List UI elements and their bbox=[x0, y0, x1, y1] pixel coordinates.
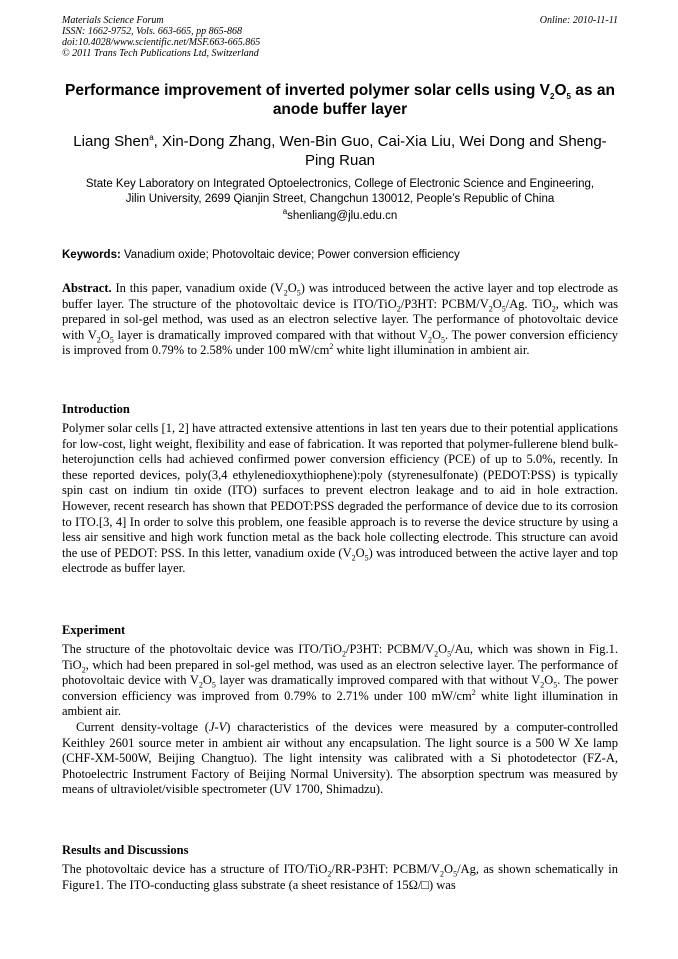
journal-header bbox=[62, 15, 618, 59]
experiment-text: Current density-voltage ( bbox=[76, 719, 209, 734]
results-text: The photovoltaic device has a structure of ITO/TiO bbox=[62, 862, 328, 876]
results-text: /Ag, as shown schematically in Figure1. The ITO-conducting glass substrate (a sheet resistance of 15Ω/□) was bbox=[62, 862, 618, 892]
affiliation bbox=[62, 177, 618, 206]
results-text: /RR-P3HT: PCBM/V bbox=[331, 862, 441, 876]
abstract-text: /Ag. TiO bbox=[505, 296, 552, 311]
experiment-text: The structure of the photovoltaic device was ITO/TiO bbox=[62, 642, 342, 656]
title-text: Performance improvement of inverted polymer solar cells using V bbox=[65, 82, 551, 99]
abstract-text: ) was introduced between the active layer and top electrode as buffer layer. The structure of the photovoltaic device is ITO/TiO bbox=[62, 281, 619, 311]
abstract bbox=[62, 281, 618, 359]
keywords-label: Keywords: bbox=[62, 249, 121, 261]
abstract-text: white light illumination in ambient air. bbox=[333, 343, 530, 358]
issn-line: ISSN: 1662-9752, Vols. 663-665, pp 865-868 bbox=[62, 26, 242, 37]
affiliation-line: State Key Laboratory on Integrated Optoelectronics, College of Electronic Science and Engineering, bbox=[85, 178, 595, 190]
author-rest: , Xin-Dong Zhang, Wen-Bin Guo, Cai-Xia Liu, Wei Dong and Sheng-Ping Ruan bbox=[153, 133, 607, 169]
online-date: Online: 2010-11-11 bbox=[539, 15, 618, 26]
experiment-body: The structure of the photovoltaic device was ITO/TiO$_2$/P3HT: PCBM/$V_2O_5/Au$, which was shown in Fig.1. TiO$_2$, which had been prepared in sol-gel method, was used as an electron selective layer. The performance of photovoltaic device with $V_2O_5$ layer was dramatically improved compared with that without $V_2O_5$. The power conversion efficiency was improved from 0.79% to 2.71% under 100 $mW/cm^2$ white light illumination in ambient air. Current density-voltage (J-V) characteristics of the devices were measured by a computer-controlled Keithley 2601 source meter in ambient air without any encapsulation. The light source is a 500 W Xe lamp (CHF-XM-500W, Beijing Changtuo). The light intensity was calibrated with a Si photodetector (FZ-A, Photoelectric Instrument Factory of Beijing Normal University). The absorption spectrum was measured by means of ultraviolet/visible spectrometer (UV 1700, Shimadzu). bbox=[62, 642, 618, 797]
abstract-text: O bbox=[100, 327, 110, 342]
abstract-text: . The power conversion efficiency is improved from 0.79% to 2.58% under 100 mW/cm bbox=[62, 327, 619, 358]
section-heading-experiment: Experiment bbox=[62, 623, 126, 637]
experiment-text: O bbox=[544, 673, 554, 688]
experiment-text: ) characteristics of the devices were measured by a computer-controlled Keithley 2601 source meter in ambient air without any encapsulation. The light source is a 500 W Xe lamp (CHF-XM-500W, Beijing Changtuo). The light intensity was calibrated with a Si photodetector (FZ-A, Photoelectric Instrument Factory of Beijing Normal University). The absorption spectrum was measured by means of ultraviolet/visible spectrometer (UV 1700, Shimadzu). bbox=[62, 719, 618, 797]
jv-symbol: J-V bbox=[208, 719, 227, 734]
abstract-text: In this paper, vanadium oxide (V bbox=[111, 281, 284, 295]
abstract-sub: 2 bbox=[396, 304, 401, 314]
abstract-text: /P3HT: PCBM/V bbox=[400, 296, 489, 311]
abstract-sub: 2 bbox=[96, 335, 101, 345]
abstract-sub: 5 bbox=[501, 304, 506, 314]
abstract-text: O bbox=[492, 296, 502, 311]
title-text: as an anode buffer layer bbox=[272, 82, 615, 118]
author-list bbox=[62, 132, 618, 170]
journal-name: Materials Science Forum bbox=[62, 15, 164, 26]
doi-line: doi:10.4028/www.scientific.net/MSF.663-665.865 bbox=[62, 37, 261, 48]
intro-text: Polymer solar cells [1, 2] have attracted extensive attentions in last ten years due to their potential applications for low-cost, light weight, flexibility and ease of fabrication. It was reported that polymer-fullerene blend bulk-heterojunction cells had achieved confirmed power conversion efficiency (PCE) of up to 5.0%, recently. In these reported devices, poly(3,4 ethylenedioxythiophene):poly (styrenesulfonate) (PEDOT:PSS) is typically spin cast on indium tin oxide (ITO) surfaces to prevent electron leakage and to aid in hole extraction. However, recent research has shown that PEDOT:PSS degraded the performance of device due to its corrosion to ITO.[3, 4] In order to solve this problem, one feasible approach is to reverse the device structure by using a less air sensitive and high work function metal as the back hole collecting electrode. This structure can avoid the use of PEDOT: PSS. In this letter, vanadium oxide (V bbox=[62, 421, 618, 560]
experiment-text: . The power conversion efficiency was improved from 0.79% to 2.71% under 100 mW/cm bbox=[62, 673, 618, 703]
abstract-sub: 2 bbox=[488, 304, 493, 314]
abstract-text: O bbox=[287, 281, 297, 295]
abstract-sub: 5 bbox=[296, 288, 301, 298]
abstract-label: Abstract. bbox=[62, 281, 112, 295]
intro-text: ) was introduced between the active layer and top electrode as buffer layer. bbox=[62, 545, 618, 576]
experiment-text: white light illumination in ambient air. bbox=[62, 688, 618, 719]
abstract-text: layer is dramatically improved compared with that without V bbox=[113, 327, 429, 342]
abstract-sub: 5 bbox=[109, 335, 114, 345]
author-sup: a bbox=[149, 133, 154, 142]
experiment-text: /Au, which was shown in Fig.1. TiO bbox=[62, 642, 618, 672]
copyright-line: © 2011 Trans Tech Publications Ltd, Switzerland bbox=[62, 48, 259, 59]
abstract-text: , which was prepared in sol-gel method, was used as an electron selective layer. The performance of photovoltaic device with V bbox=[62, 296, 618, 342]
abstract-text: O bbox=[432, 327, 442, 342]
experiment-text: layer was dramatically improved compared with that without V bbox=[215, 673, 541, 688]
results-body: The photovoltaic device has a structure of ITO/TiO$_2$/RR-P3HT: PCBM/$V_2O_5/Ag$, as shown schematically in Figure1. The ITO-conducting glass substrate (a sheet resistance of 15Ω/□) was bbox=[62, 862, 618, 892]
abstract-sub: 2 bbox=[551, 304, 556, 314]
abstract-sub: 2 bbox=[283, 288, 288, 298]
experiment-text: /P3HT: PCBM/V bbox=[345, 642, 435, 656]
abstract-sub: 2 bbox=[428, 335, 433, 345]
abstract-sup: 2 bbox=[329, 342, 334, 352]
section-heading-introduction: Introduction bbox=[62, 402, 130, 416]
author-first: Liang Shen bbox=[73, 133, 150, 150]
intro-text: O bbox=[355, 545, 365, 560]
keywords bbox=[62, 248, 618, 262]
title-sub: 2 bbox=[550, 92, 555, 102]
title-text: O bbox=[554, 82, 567, 99]
introduction-body: Polymer solar cells [1, 2] have attracted extensive attentions in last ten years due to their potential applications for low-cost, light weight, flexibility and ease of fabrication. It was reported that polymer-fullerene blend bulk-heterojunction cells had achieved confirmed power conversion efficiency (PCE) of up to 5.0%, recently. In these reported devices, poly(3,4 ethylenedioxythiophene):poly (styrenesulfonate) (PEDOT:PSS) is typically spin cast on indium tin oxide (ITO) surfaces to prevent electron leakage and to aid in hole extraction. However, recent research has shown that PEDOT:PSS degraded the performance of device due to its corrosion to ITO.[3, 4] In order to solve this problem, one feasible approach is to reverse the device structure by using a less air sensitive and high work function metal as the back hole collecting electrode. This structure can avoid the use of PEDOT: PSS. In this letter, vanadium oxide $(V_2O_5)$ was introduced between the active layer and top electrode as buffer layer. bbox=[62, 421, 618, 576]
email-address[interactable]: shenliang@jlu.edu.cn bbox=[287, 210, 398, 222]
keywords-text: Vanadium oxide; Photovoltaic device; Power conversion efficiency bbox=[120, 249, 460, 261]
experiment-text: O bbox=[202, 673, 212, 688]
abstract-sub: 5 bbox=[441, 335, 446, 345]
affiliation-line: Jilin University, 2699 Qianjin Street, Changchun 130012, People’s Republic of China bbox=[125, 192, 555, 205]
section-heading-results: Results and Discussions bbox=[62, 843, 189, 857]
title-sub: 5 bbox=[566, 92, 571, 102]
author-email[interactable] bbox=[62, 209, 618, 223]
results-text: O bbox=[444, 862, 454, 876]
paper-title bbox=[62, 81, 618, 119]
experiment-text: , which had been prepared in sol-gel method, was used as an electron selective layer. The performance of photovoltaic device with V bbox=[62, 657, 618, 688]
email-sup: a bbox=[282, 207, 288, 217]
experiment-text: O bbox=[438, 642, 448, 656]
